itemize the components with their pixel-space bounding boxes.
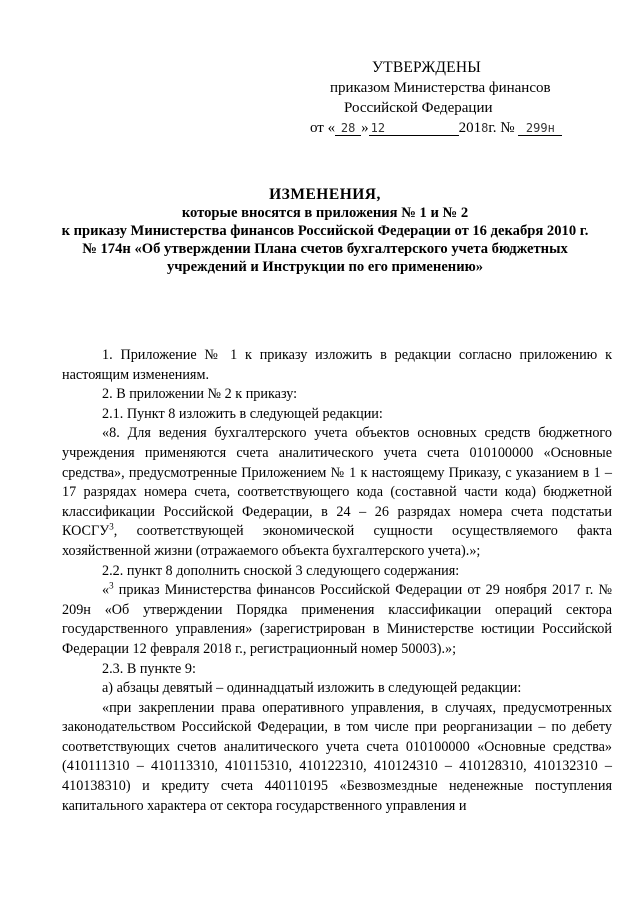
- footnote-3-text: [62, 581, 612, 659]
- paragraph-2-3: 2.3. В пункте 9:: [102, 660, 196, 677]
- order-number: 299н: [518, 121, 562, 136]
- paragraph-2: 2. В приложении № 2 к приказу:: [102, 386, 298, 403]
- date-separator: »: [361, 120, 369, 136]
- date-month: 12: [369, 121, 459, 136]
- date-year-suffix: г. №: [488, 120, 515, 136]
- paragraph-8-part-a: «8. Для ведения бухгалтерского учета объектов основных средств бюджетного учреждения применяются счета аналитического учета счета 010100000 «Основные средства», предусмотренные Приложением № 1 к настоящему Приказу, с указанием в 1 – 17 разрядах номера счета, соответствующего кода (составной части кода) бюджетной классификации Российской Федерации, в 24 – 26 разрядах номера счета подстатьи КОСГУ: [62, 425, 612, 540]
- paragraph-8-part-b: , соответствующей экономической сущности осуществляемого факта хозяйственной жизни (отражаемого объекта бухгалтерского учета).»;: [62, 523, 612, 559]
- heading-line-3: № 174н «Об утверждении Плана счетов бухгалтерского учета бюджетных: [82, 241, 568, 257]
- footnote-open-quote: «: [102, 582, 110, 599]
- date-year-digit: 8: [481, 121, 489, 135]
- approval-title: УТВЕРЖДЕНЫ: [372, 59, 481, 76]
- footnote-marker-3: 3: [109, 580, 114, 591]
- heading-line-1: которые вносятся в приложения № 1 и № 2: [181, 205, 469, 221]
- heading-title: ИЗМЕНЕНИЯ,: [269, 186, 381, 203]
- paragraph-2-1: 2.1. Пункт 8 изложить в следующей редакции:: [102, 405, 383, 422]
- paragraph-2-2: 2.2. пункт 8 дополнить сноской 3 следующего содержания:: [102, 562, 460, 579]
- date-year-prefix: 201: [458, 120, 482, 136]
- footnote-ref-3: 3: [109, 521, 114, 532]
- heading-line-4: учреждений и Инструкции по его применению»: [166, 259, 484, 275]
- document-heading: [40, 186, 610, 276]
- date-day: 28: [335, 121, 361, 136]
- heading-line-2: к приказу Министерства финансов Российской Федерации от 16 декабря 2010 г.: [61, 223, 589, 239]
- approval-stamp: [300, 58, 600, 138]
- paragraph-8-text: [62, 424, 612, 561]
- approval-line-federation: Российской Федерации: [344, 100, 493, 116]
- approval-line-ministry: приказом Министерства финансов: [330, 80, 551, 96]
- document-body: [62, 346, 612, 816]
- footnote-body: приказ Министерства финансов Российской Федерации от 29 ноября 2017 г. № 209н «Об утверждении Порядка применения классификации операций сектора государственного управления» (зарегистрирован в Министерстве юстиции Российской Федерации 12 февраля 2018 г., регистрационный номер 50003).»;: [62, 582, 612, 657]
- paragraph-1: 1. Приложение № 1 к приказу изложить в редакции согласно приложению к настоящим изменениям.: [62, 347, 612, 383]
- approval-date-line: [310, 118, 600, 138]
- paragraph-a: а) абзацы девятый – одиннадцатый изложить в следующей редакции:: [102, 680, 522, 697]
- paragraph-operational-management: «при закреплении права оперативного управления, в случаях, предусмотренных законодательством Российской Федерации, в том числе при реорганизации – по дебету соответствующих счетов аналитического учета счета 010100000 «Основные средства» (410111310 – 410113310, 410115310, 410122310, 410124310 – 410128310, 410132310 – 410138310) и кредиту счета 440110195 «Безвозмездные неденежные поступления капитального характера от сектора государственного управления и: [62, 699, 612, 814]
- date-prefix: от «: [310, 120, 336, 136]
